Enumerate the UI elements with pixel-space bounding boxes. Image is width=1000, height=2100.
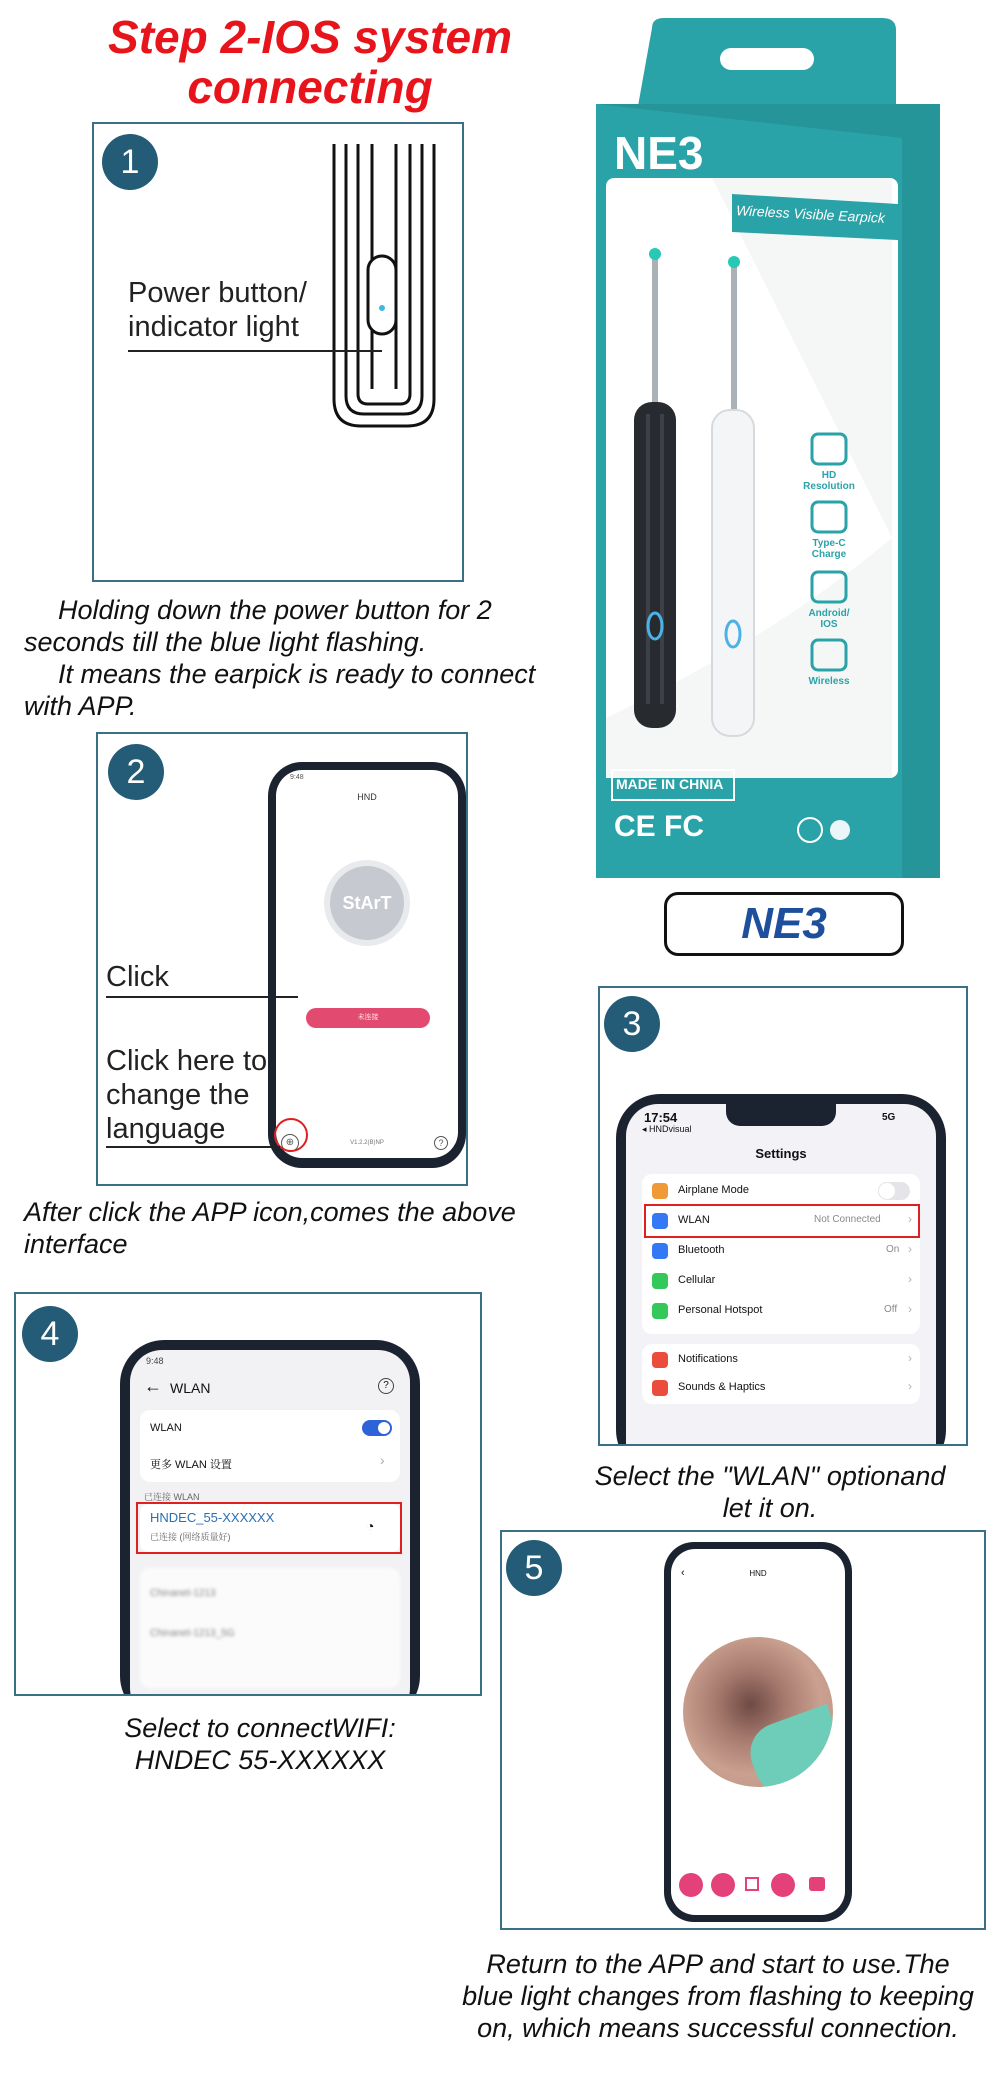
camera-header: HND (749, 1569, 767, 1578)
back-arrow-icon[interactable]: ← (144, 1376, 162, 1396)
blurred-network-2: Chinanet-1213_5G (150, 1628, 235, 1639)
notch (726, 1104, 836, 1126)
step3-panel (598, 986, 968, 1446)
language-globe-icon[interactable]: ⊕ (281, 1134, 299, 1152)
step2-phone (268, 762, 466, 1168)
status-signal: 5G (882, 1112, 896, 1123)
camera-toolbar (671, 1869, 845, 1899)
step4-phone (120, 1340, 420, 1696)
more-wlan-settings[interactable]: 更多 WLAN 设置 (150, 1459, 232, 1471)
row-cellular[interactable]: Cellular › (642, 1266, 920, 1296)
box-brand: NE3 (614, 127, 704, 179)
sounds-icon (652, 1380, 668, 1396)
wifi-lock-icon: ◔ (366, 1518, 375, 1534)
step4-panel (14, 1292, 482, 1696)
chevron-right-icon: › (908, 1212, 912, 1226)
focus-icon[interactable] (745, 1877, 759, 1891)
connect-button[interactable]: 未连接 (306, 1008, 430, 1028)
feature-android-ios: Android/ IOS (808, 608, 850, 630)
network-highlight-box (136, 1502, 402, 1554)
step2-panel (96, 732, 468, 1186)
step1-panel (92, 122, 464, 582)
photo-icon[interactable] (771, 1873, 795, 1897)
connected-section-label: 已连接 WLAN (144, 1492, 200, 1502)
step2-callout-language: Click here to change the language (106, 1045, 268, 1145)
video-icon[interactable] (809, 1877, 825, 1891)
wlan-toggle[interactable] (362, 1420, 392, 1436)
app-header: HND (357, 792, 377, 802)
chevron-right-icon: › (908, 1379, 912, 1393)
feature-typec: Type-C Charge (811, 538, 847, 560)
settings-header: Settings (755, 1146, 807, 1161)
step1-caption: Holding down the power button for 2 seconds till the blue light flashing. It means the earpick is ready to connect with APP. (24, 595, 536, 721)
row-wlan[interactable]: WLAN Not Connected › (642, 1206, 920, 1236)
step2-callout-click: Click (106, 961, 169, 993)
wlan-header: WLAN (170, 1380, 211, 1396)
row-sounds[interactable]: Sounds & Haptics › (642, 1374, 920, 1402)
step3-caption: Select the "WLAN" optionand let it on. (594, 1461, 946, 1523)
airplane-toggle[interactable] (878, 1182, 910, 1200)
step3-badge: 3 (604, 996, 660, 1052)
product-box (592, 18, 942, 878)
box-tagline: Wireless Visible Earpick (735, 202, 886, 226)
step5-caption: Return to the APP and start to use.The blue light changes from flashing to keeping on, which means successful connection. (462, 1949, 974, 2043)
mirror-icon[interactable] (711, 1873, 735, 1897)
step5-camera-screen (671, 1549, 845, 1915)
blurred-network-1: Chinanet-1213 (150, 1588, 216, 1599)
step4-caption: Select to connectWIFI: HNDEC 55-XXXXXX (124, 1713, 396, 1775)
notifications-icon (652, 1352, 668, 1368)
help-icon[interactable]: ? (434, 1136, 448, 1150)
step5-panel (500, 1530, 986, 1930)
hotspot-icon (652, 1303, 668, 1319)
network-status: 已连接 (网络质量好) (150, 1532, 231, 1542)
bluetooth-icon (652, 1243, 668, 1259)
rotate-icon[interactable] (679, 1873, 703, 1897)
status-carrier: ◂ HNDvisual (642, 1124, 692, 1134)
chevron-right-icon: › (908, 1302, 912, 1316)
row-airplane-mode[interactable]: Airplane Mode (642, 1176, 920, 1206)
step2-click-line (106, 996, 298, 998)
step3-phone (616, 1094, 946, 1446)
start-button[interactable]: StArT (330, 866, 404, 940)
cellular-icon (652, 1273, 668, 1289)
chevron-right-icon: › (380, 1452, 385, 1468)
step5-phone (664, 1542, 852, 1922)
made-in-label: MADE IN CHNIA (616, 776, 724, 792)
step2-app-screen (276, 770, 458, 1158)
earpick-handle-illustration (324, 144, 444, 444)
version-text: V1.2.2(B)NP (350, 1140, 384, 1146)
help-icon[interactable]: ? (378, 1378, 394, 1394)
status-time: 9:48 (146, 1356, 164, 1366)
status-time: 17:54 (644, 1110, 678, 1125)
cert-marks: CE FC (614, 810, 704, 843)
step2-badge: 2 (108, 744, 164, 800)
row-bluetooth[interactable]: Bluetooth On › (642, 1236, 920, 1266)
step4-badge: 4 (22, 1306, 78, 1362)
row-notifications[interactable]: Notifications › (642, 1346, 920, 1374)
step1-callout-line (128, 350, 382, 352)
ear-camera-view (683, 1637, 833, 1787)
page-title: Step 2-IOS system connecting (108, 11, 512, 113)
step3-settings-screen (626, 1104, 936, 1446)
wlan-toggle-row: WLAN 更多 WLAN 设置 › (140, 1410, 400, 1482)
product-name-label: NE3 (664, 892, 904, 956)
airplane-icon (652, 1183, 668, 1199)
row-hotspot[interactable]: Personal Hotspot Off › (642, 1296, 920, 1326)
feature-wireless: Wireless (808, 676, 850, 687)
step2-caption: After click the APP icon,comes the above interface (24, 1197, 516, 1259)
wlan-highlight-box (644, 1204, 920, 1238)
other-networks (140, 1568, 400, 1688)
status-bar: 9:48 (290, 774, 304, 781)
chevron-right-icon: › (908, 1272, 912, 1286)
network-ssid: HNDEC_55-XXXXXX (150, 1510, 275, 1525)
step1-callout: Power button/ indicator light (128, 277, 307, 343)
back-arrow-icon[interactable]: ‹ (681, 1567, 685, 1579)
step2-language-line (106, 1146, 280, 1148)
step5-badge: 5 (506, 1540, 562, 1596)
chevron-right-icon: › (908, 1351, 912, 1365)
step4-wlan-screen (130, 1350, 410, 1696)
chevron-right-icon: › (908, 1242, 912, 1256)
feature-hd: HD Resolution (803, 470, 855, 492)
step1-badge: 1 (102, 134, 158, 190)
